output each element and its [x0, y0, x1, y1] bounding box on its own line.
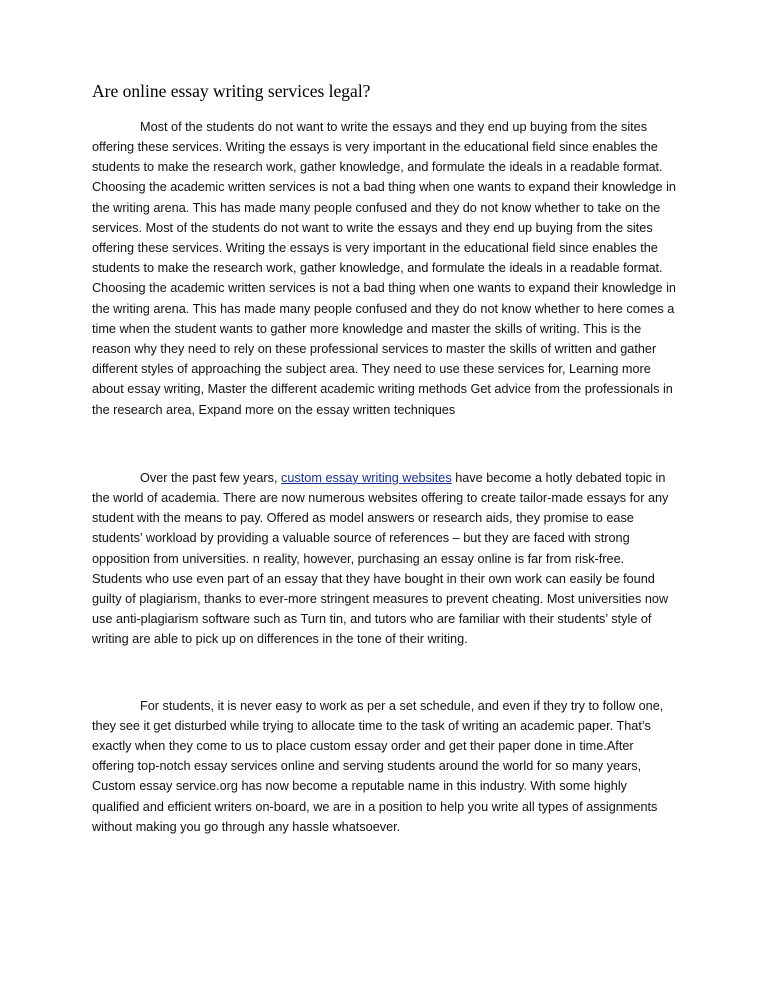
page-title: Are online essay writing services legal?	[92, 81, 371, 101]
paragraph-2-before-link: Over the past few years,	[140, 470, 282, 485]
paragraph-3: For students, it is never easy to work as per a set schedule, and even if they try to follow one, they see it get disturbed while trying to allocate time to the task of writing an academic paper. That’s exactly when they come to us to place custom essay order and get their paper done in time.After offering top-notch essay services online and serving students around the world for so many years, Custom essay service.org has now become a reputable name in this industry. With some highly qualified and efficient writers on-board, we are in a position to help you write all types of assignments without making you go through any hassle whatsoever.	[92, 698, 664, 834]
paragraph-spacer-2	[92, 650, 676, 696]
paragraph-2-after-link: have become a hotly debated topic in the world of academia. There are now numerous websites offering to create tailor-made essays for any student with the means to pay. Offered as model answers or research aids, they promise to ease students’ workload by providing a valuable source of references – but they are faced with strong opposition from universities. n reality, however, purchasing an essay online is far from risk-free. Students who use even part of an essay that they have bought in their own work can easily be found guilty of plagiarism, thanks to ever-more stringent measures to prevent cheating. Most universities now use anti-plagiarism software such as Turn tin, and tutors who are familiar with their students’ style of writing are able to pick up on differences in the tone of their writing.	[92, 470, 669, 647]
paragraph-1: Most of the students do not want to write the essays and they end up buying from the sites offering these services. Writing the essays is very important in the educational field since enables the students to make the research work, gather knowledge, and formulate the ideals in a readable format. Choosing the academic written services is not a bad thing when one wants to expand their knowledge in the writing arena. This has made many people confused and they do not know whether to take on the services. Most of the students do not want to write the essays and they end up buying from the sites offering these services. Writing the essays is very important in the educational field since enables the students to make the research work, gather knowledge, and formulate the ideals in a readable format. Choosing the academic written services is not a bad thing when one wants to expand their knowledge in the writing arena. This has made many people confused and they do not know whether to here comes a time when the student wants to gather more knowledge and master the skills of writing. This is the reason why they need to rely on these professional services to master the skills of written and gather different styles of approaching the subject area. They need to use these services for, Learning more about essay writing, Master the different academic writing methods Get advice from the professionals in the research area, Expand more on the essay written techniques	[92, 119, 676, 417]
paragraph-spacer-1	[92, 420, 676, 468]
custom-essay-writing-websites-link[interactable]: custom essay writing websites	[281, 470, 452, 485]
paragraph-2	[92, 468, 676, 650]
